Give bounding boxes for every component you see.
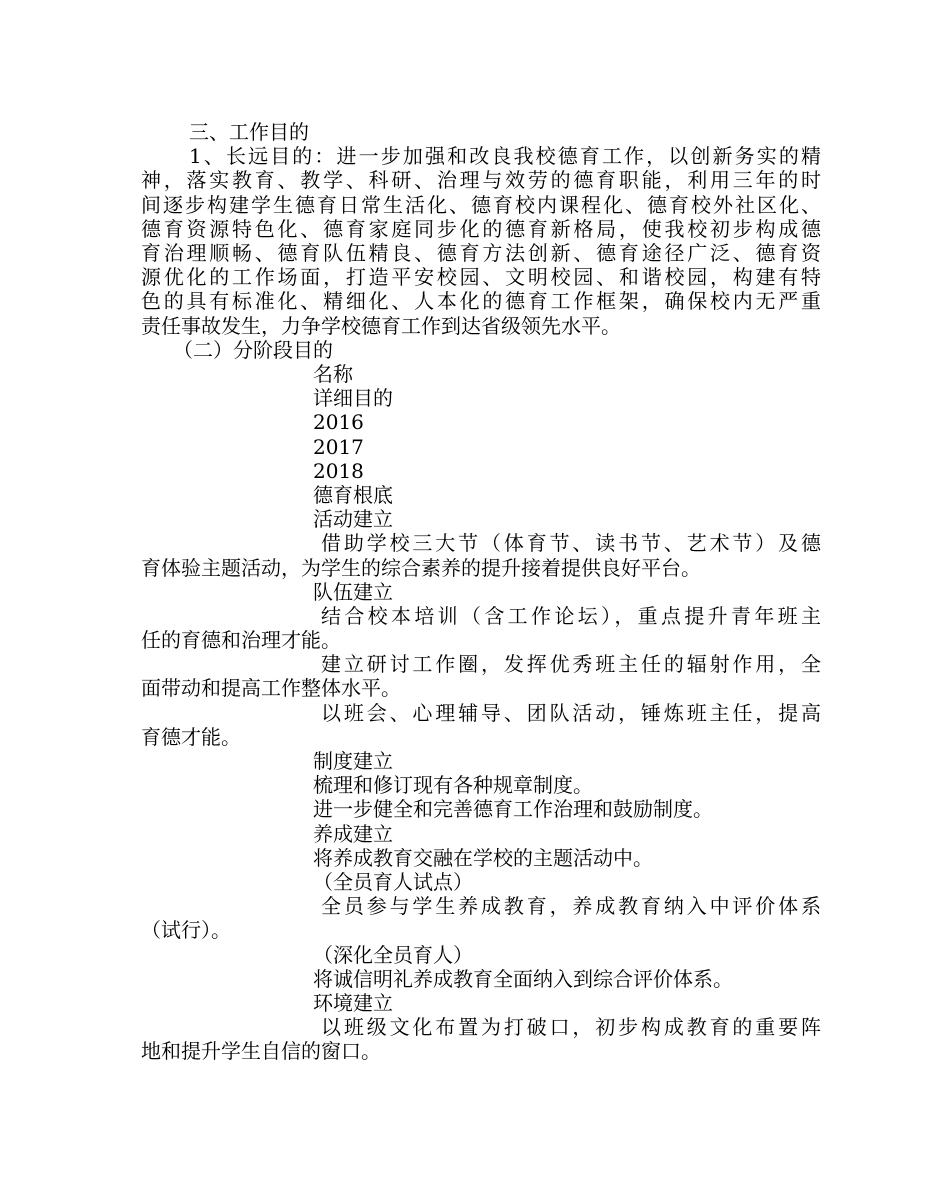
habit-cell-2-title: （全员育人试点） <box>313 869 473 894</box>
long-term-line: 神，落实教育、教学、科研、治理与效劳的德育职能，利用三年的时 <box>141 168 821 193</box>
activity-cell: 借助学校三大节（体育节、读书节、艺术节）及德 <box>321 531 821 556</box>
long-term-line: 责任事故发生，力争学校德育工作到达省级领先水平。 <box>141 313 621 338</box>
year-2018: 2018 <box>313 458 364 483</box>
row-name-activity: 活动建立 <box>313 507 393 532</box>
habit-cell-3-title: （深化全员育人） <box>313 942 473 967</box>
section-title: 三、工作目的 <box>189 120 309 144</box>
habit-cell-1: 将养成教育交融在学校的主题活动中。 <box>313 845 653 870</box>
row-name-team: 队伍建立 <box>313 579 393 604</box>
habit-cell-2: 全员参与学生养成教育，养成教育纳入中评价体系 <box>321 894 821 919</box>
phase-goals-table <box>141 362 821 1063</box>
long-term-line: 育治理顺畅、德育队伍精良、德育方法创新、德育途径广泛、德育资 <box>141 240 821 265</box>
long-term-line: 源优化的工作场面，打造平安校园、文明校园、和谐校园，构建有特 <box>141 265 821 290</box>
category-base: 德育根底 <box>313 482 393 507</box>
team-cell-1: 任的育德和治理才能。 <box>141 628 341 653</box>
habit-cell-3: 将诚信明礼养成教育全面纳入到综合评价体系。 <box>313 966 733 991</box>
team-cell-2: 建立研讨工作圈，发挥优秀班主任的辐射作用，全 <box>321 652 821 677</box>
year-2016: 2016 <box>313 410 364 435</box>
long-term-line: 1、长远目的：进一步加强和改良我校德育工作，以创新务实的精 <box>189 144 821 169</box>
environment-cell: 地和提升学生自信的窗口。 <box>141 1039 381 1064</box>
system-cell-2: 进一步健全和完善德育工作治理和鼓励制度。 <box>313 797 713 822</box>
team-cell-2: 面带动和提高工作整体水平。 <box>141 676 401 701</box>
row-name-system: 制度建立 <box>313 749 393 773</box>
table-header-detail: 详细目的 <box>313 386 393 411</box>
environment-cell: 以班级文化布置为打破口，初步构成教育的重要阵 <box>321 1015 821 1040</box>
long-term-line: 色的具有标准化、精细化、人本化的德育工作框架，确保校内无严重 <box>141 289 821 314</box>
phase-title: （二）分阶段目的 <box>173 337 333 362</box>
team-cell-3: 育德才能。 <box>141 724 241 749</box>
long-term-line: 间逐步构建学生德育日常生活化、德育校内课程化、德育校外社区化、 <box>141 192 821 217</box>
team-cell-1: 结合校本培训（含工作论坛），重点提升青年班主 <box>321 603 821 628</box>
system-cell-1: 梳理和修订现有各种规章制度。 <box>313 773 593 798</box>
long-term-goal-section <box>141 120 821 362</box>
long-term-line: 德育资源特色化、德育家庭同步化的德育新格局，使我校初步构成德 <box>141 216 821 241</box>
team-cell-3: 以班会、心理辅导、团队活动，锤炼班主任，提高 <box>321 700 821 725</box>
row-name-environment: 环境建立 <box>313 990 393 1015</box>
row-name-habit: 养成建立 <box>313 821 393 846</box>
activity-cell: 育体验主题活动，为学生的综合素养的提升接着提供良好平台。 <box>141 555 701 580</box>
table-header-name: 名称 <box>313 362 353 386</box>
habit-cell-2: （试行）。 <box>141 918 231 943</box>
year-2017: 2017 <box>313 434 364 459</box>
